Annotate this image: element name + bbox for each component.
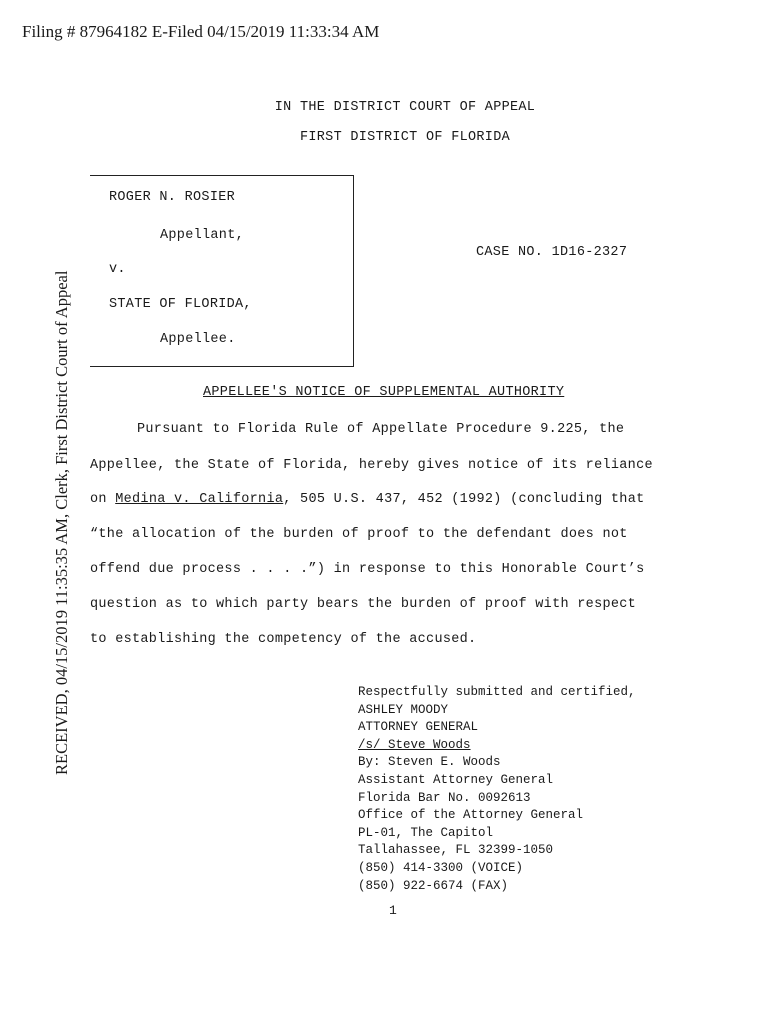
signature-role: Assistant Attorney General	[358, 772, 554, 787]
signature-address2: Tallahassee, FL 32399-1050	[358, 843, 554, 858]
signature-by: By: Steven E. Woods	[358, 755, 501, 770]
notice-line-5: offend due process . . . .”) in response to this Honorable Court’s	[90, 562, 645, 577]
signature-closing: Respectfully submitted and certified,	[358, 685, 636, 699]
notice-line-1: Pursuant to Florida Rule of Appellate Procedure 9.225, the	[137, 422, 625, 437]
notice-line-4: “the allocation of the burden of proof to the defendant does not	[90, 527, 628, 542]
signature-phone: (850) 414-3300 (VOICE)	[358, 860, 524, 875]
signature-title: ATTORNEY GENERAL	[358, 720, 479, 735]
notice-line-2: Appellee, the State of Florida, hereby gives notice of its reliance	[90, 458, 653, 473]
signature-name: ASHLEY MOODY	[358, 702, 449, 717]
filing-stamp: Filing # 87964182 E-Filed 04/15/2019 11:33:34 AM	[22, 22, 380, 41]
appellant-name: ROGER N. ROSIER	[109, 190, 236, 205]
page-number: 1	[389, 903, 398, 918]
appellee-name: STATE OF FLORIDA,	[109, 297, 252, 312]
case-number: CASE NO. 1D16-2327	[476, 245, 628, 260]
notice-line-3-prefix: on	[90, 492, 116, 507]
case-citation: Medina v. California	[115, 492, 284, 507]
versus: v.	[109, 262, 126, 277]
notice-line-6: question as to which party bears the burden of proof with respect	[90, 597, 637, 612]
signature-fax: (850) 922-6674 (FAX)	[358, 878, 509, 893]
signature-bar: Florida Bar No. 0092613	[358, 790, 531, 805]
esign-text: /s/ Steve Woods	[358, 737, 471, 752]
signature-esign	[358, 737, 636, 755]
court-name-line1: IN THE DISTRICT COURT OF APPEAL	[274, 100, 536, 115]
court-name-line2: FIRST DISTRICT OF FLORIDA	[299, 130, 511, 145]
notice-line-3-suffix: , 505 U.S. 437, 452 (1992) (concluding that	[283, 492, 645, 507]
appellee-role: Appellee.	[160, 332, 236, 347]
signature-block	[358, 684, 636, 895]
signature-address1: PL-01, The Capitol	[358, 825, 494, 840]
appellant-role: Appellant,	[160, 228, 245, 243]
notice-line-3	[90, 492, 645, 507]
signature-office: Office of the Attorney General	[358, 808, 584, 823]
notice-line-7: to establishing the competency of the accused.	[90, 632, 477, 647]
received-stamp: RECEIVED, 04/15/2019 11:35:35 AM, Clerk, First District Court of Appeal	[52, 270, 71, 775]
notice-title: APPELLEE'S NOTICE OF SUPPLEMENTAL AUTHORITY	[203, 385, 565, 400]
